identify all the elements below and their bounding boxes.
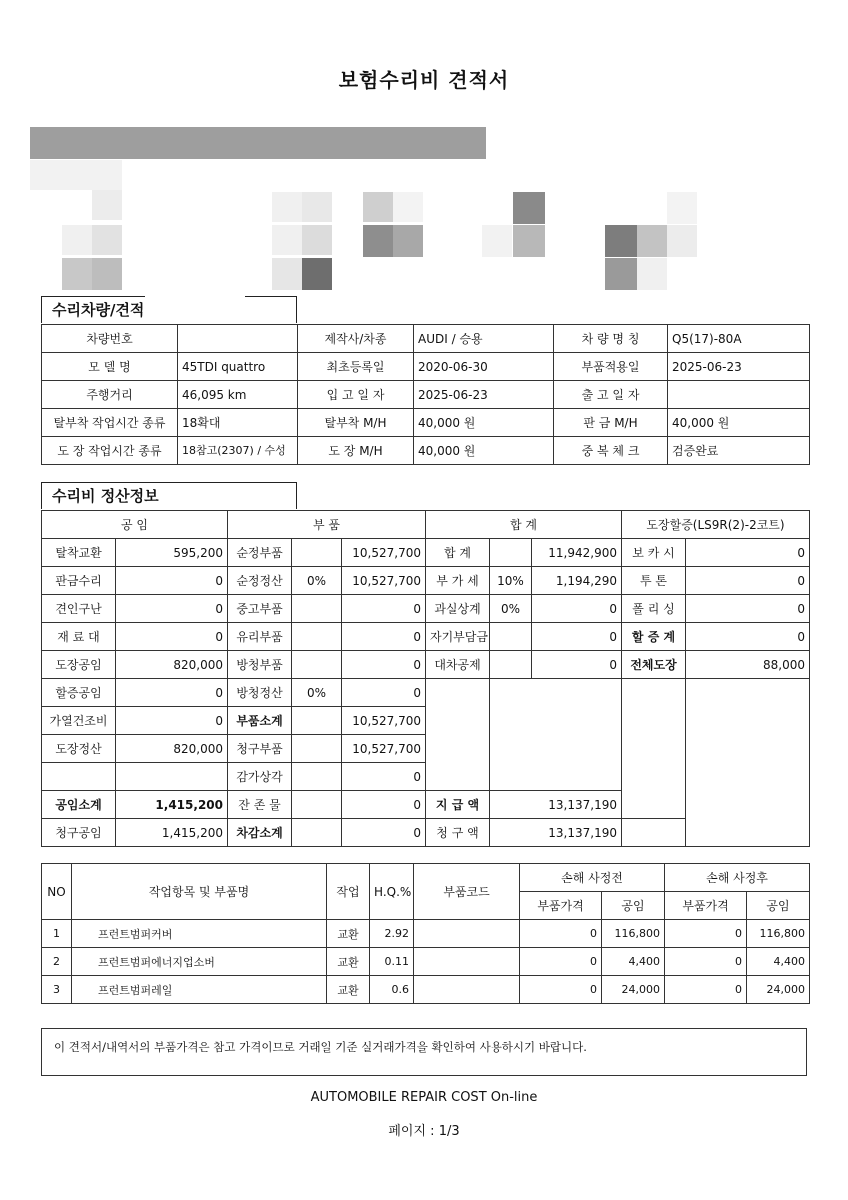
detach-mh-value: 40,000 원 — [414, 409, 554, 437]
parts-value: 0 — [342, 679, 426, 707]
parts-label: 방청정산 — [228, 679, 292, 707]
item-work: 교환 — [327, 976, 370, 1004]
item-ap: 0 — [665, 948, 747, 976]
col-hq: H.Q.% — [370, 864, 414, 920]
surcharge-blank-right — [686, 679, 810, 847]
surcharge-value: 0 — [686, 623, 810, 651]
labor-label: 견인구난 — [42, 595, 116, 623]
document-title: 보험수리비 견적서 — [338, 68, 510, 92]
in-date-label: 입 고 일 자 — [298, 381, 414, 409]
item-no: 2 — [42, 948, 72, 976]
footer-page: 페이지 : 1/3 — [388, 1124, 460, 1139]
paint-mh-label: 도 장 M/H — [298, 437, 414, 465]
total-label: 대차공제 — [426, 651, 490, 679]
parts-label: 방청부품 — [228, 651, 292, 679]
col-code: 부품코드 — [414, 864, 520, 920]
item-ap: 0 — [665, 920, 747, 948]
car-no-value — [178, 325, 298, 353]
item-no: 1 — [42, 920, 72, 948]
labor-value: 1,415,200 — [116, 791, 228, 819]
surcharge-label: 투 톤 — [622, 567, 686, 595]
parts-value: 0 — [342, 791, 426, 819]
col-before-price: 부품가격 — [520, 892, 602, 920]
labor-label: 탈착교환 — [42, 539, 116, 567]
parts-value: 0 — [342, 819, 426, 847]
claim-value: 13,137,190 — [490, 819, 622, 847]
item-code — [414, 948, 520, 976]
total-value: 0 — [532, 623, 622, 651]
total-value: 11,942,900 — [532, 539, 622, 567]
labor-label: 청구공임 — [42, 819, 116, 847]
surcharge-value: 0 — [686, 539, 810, 567]
labor-value: 0 — [116, 707, 228, 735]
parts-pct — [292, 791, 342, 819]
settle-section-label: 수리비 정산정보 — [41, 482, 297, 509]
item-work: 교환 — [327, 948, 370, 976]
parts-pct — [292, 763, 342, 791]
labor-label: 할증공임 — [42, 679, 116, 707]
total-value: 1,194,290 — [532, 567, 622, 595]
total-pct: 10% — [490, 567, 532, 595]
labor-value: 1,415,200 — [116, 819, 228, 847]
total-value: 0 — [532, 651, 622, 679]
col-before-labor: 공임 — [602, 892, 665, 920]
surcharge-blank-left — [622, 679, 686, 819]
surcharge-tail — [622, 819, 686, 847]
parts-value: 10,527,700 — [342, 567, 426, 595]
labor-label: 가열건조비 — [42, 707, 116, 735]
detach-type-label: 탈부착 작업시간 종류 — [42, 409, 178, 437]
labor-value: 0 — [116, 567, 228, 595]
sheet-mh-value: 40,000 원 — [668, 409, 810, 437]
item-bl: 116,800 — [602, 920, 665, 948]
table-row — [42, 948, 810, 976]
item-code — [414, 920, 520, 948]
parts-pct: 0% — [292, 679, 342, 707]
parts-value: 0 — [342, 763, 426, 791]
surcharge-value: 0 — [686, 567, 810, 595]
header-labor: 공 임 — [42, 511, 228, 539]
parts-value: 10,527,700 — [342, 539, 426, 567]
out-date-value — [668, 381, 810, 409]
paint-mh-value: 40,000 원 — [414, 437, 554, 465]
parts-apply-value: 2025-06-23 — [668, 353, 810, 381]
parts-value: 0 — [342, 623, 426, 651]
labor-value: 0 — [116, 623, 228, 651]
item-name: 프런트범퍼레일 — [72, 976, 327, 1004]
labor-value: 820,000 — [116, 651, 228, 679]
col-name: 작업항목 및 부품명 — [72, 864, 327, 920]
parts-pct — [292, 539, 342, 567]
surcharge-value: 88,000 — [686, 651, 810, 679]
item-bp: 0 — [520, 920, 602, 948]
col-after-labor: 공임 — [747, 892, 810, 920]
labor-value: 0 — [116, 679, 228, 707]
table-row — [42, 920, 810, 948]
col-work: 작업 — [327, 864, 370, 920]
parts-label: 부품소계 — [228, 707, 292, 735]
vehicle-info-table — [41, 324, 810, 465]
total-pct — [490, 623, 532, 651]
item-hq: 2.92 — [370, 920, 414, 948]
parts-label: 순정정산 — [228, 567, 292, 595]
item-hq: 0.6 — [370, 976, 414, 1004]
parts-label: 중고부품 — [228, 595, 292, 623]
parts-label: 감가상각 — [228, 763, 292, 791]
item-bl: 4,400 — [602, 948, 665, 976]
item-no: 3 — [42, 976, 72, 1004]
item-bp: 0 — [520, 948, 602, 976]
notice-box: 이 견적서/내역서의 부품가격은 참고 가격이므로 거래일 기준 실거래가격을 확인하여 사용하시기 바랍니다. — [41, 1028, 807, 1076]
labor-value: 820,000 — [116, 735, 228, 763]
item-bl: 24,000 — [602, 976, 665, 1004]
sheet-mh-label: 판 금 M/H — [554, 409, 668, 437]
pay-label: 지 급 액 — [426, 791, 490, 819]
total-pct: 0% — [490, 595, 532, 623]
header-parts: 부 품 — [228, 511, 426, 539]
total-pct — [490, 539, 532, 567]
parts-pct — [292, 595, 342, 623]
parts-pct — [292, 651, 342, 679]
total-value: 0 — [532, 595, 622, 623]
parts-label: 유리부품 — [228, 623, 292, 651]
col-after: 손해 사정후 — [665, 864, 810, 892]
first-reg-label: 최초등록일 — [298, 353, 414, 381]
item-al: 116,800 — [747, 920, 810, 948]
surcharge-label: 폴 리 싱 — [622, 595, 686, 623]
labor-label: 공임소계 — [42, 791, 116, 819]
car-no-label: 차량번호 — [42, 325, 178, 353]
col-before: 손해 사정전 — [520, 864, 665, 892]
col-no: NO — [42, 864, 72, 920]
paint-type-value: 18참고(2307) / 수성 — [178, 437, 298, 465]
mileage-value: 46,095 km — [178, 381, 298, 409]
model-label: 모 델 명 — [42, 353, 178, 381]
footer-brand: AUTOMOBILE REPAIR COST On-line — [310, 1090, 538, 1105]
maker-label: 제작사/차종 — [298, 325, 414, 353]
surcharge-label: 할 증 계 — [622, 623, 686, 651]
header-surcharge: 도장할증(LS9R(2)-2코트) — [622, 511, 810, 539]
dup-check-label: 중 복 체 크 — [554, 437, 668, 465]
parts-value: 10,527,700 — [342, 707, 426, 735]
labor-label: 재 료 대 — [42, 623, 116, 651]
item-al: 4,400 — [747, 948, 810, 976]
labor-label: 도장정산 — [42, 735, 116, 763]
model-value: 45TDI quattro — [178, 353, 298, 381]
redaction-bar — [30, 127, 486, 159]
item-al: 24,000 — [747, 976, 810, 1004]
item-bp: 0 — [520, 976, 602, 1004]
surcharge-value: 0 — [686, 595, 810, 623]
total-blank-right — [490, 679, 622, 791]
header-total: 합 계 — [426, 511, 622, 539]
total-label: 과실상계 — [426, 595, 490, 623]
paint-type-label: 도 장 작업시간 종류 — [42, 437, 178, 465]
model-name-label: 차 량 명 칭 — [554, 325, 668, 353]
settle-table — [41, 510, 810, 847]
parts-value: 0 — [342, 595, 426, 623]
total-label: 자기부담금 — [426, 623, 490, 651]
table-row — [42, 976, 810, 1004]
labor-label: 판금수리 — [42, 567, 116, 595]
detach-mh-label: 탈부착 M/H — [298, 409, 414, 437]
labor-value: 595,200 — [116, 539, 228, 567]
item-name: 프런트범퍼에너지업소버 — [72, 948, 327, 976]
dup-check-value: 검증완료 — [668, 437, 810, 465]
labor-label: 도장공임 — [42, 651, 116, 679]
parts-pct — [292, 707, 342, 735]
labor-value — [116, 763, 228, 791]
in-date-value: 2025-06-23 — [414, 381, 554, 409]
items-table — [41, 863, 810, 1004]
parts-value: 0 — [342, 651, 426, 679]
vehicle-section-label: 수리차량/견적 — [41, 296, 297, 323]
model-name-value: Q5(17)-80A — [668, 325, 810, 353]
total-pct — [490, 651, 532, 679]
parts-pct — [292, 819, 342, 847]
parts-pct — [292, 735, 342, 763]
parts-value: 10,527,700 — [342, 735, 426, 763]
parts-pct — [292, 623, 342, 651]
parts-label: 순정부품 — [228, 539, 292, 567]
out-date-label: 출 고 일 자 — [554, 381, 668, 409]
parts-apply-label: 부품적용일 — [554, 353, 668, 381]
parts-label: 잔 존 물 — [228, 791, 292, 819]
item-code — [414, 976, 520, 1004]
detach-type-value: 18확대 — [178, 409, 298, 437]
first-reg-value: 2020-06-30 — [414, 353, 554, 381]
vehicle-section-redaction — [145, 296, 245, 326]
parts-label: 청구부품 — [228, 735, 292, 763]
item-name: 프런트범퍼커버 — [72, 920, 327, 948]
total-label: 합 계 — [426, 539, 490, 567]
surcharge-label: 보 카 시 — [622, 539, 686, 567]
labor-label — [42, 763, 116, 791]
parts-label: 차감소계 — [228, 819, 292, 847]
labor-value: 0 — [116, 595, 228, 623]
item-hq: 0.11 — [370, 948, 414, 976]
surcharge-label: 전체도장 — [622, 651, 686, 679]
parts-pct: 0% — [292, 567, 342, 595]
claim-label: 청 구 액 — [426, 819, 490, 847]
maker-value: AUDI / 승용 — [414, 325, 554, 353]
item-ap: 0 — [665, 976, 747, 1004]
total-blank-left — [426, 679, 490, 791]
col-after-price: 부품가격 — [665, 892, 747, 920]
total-label: 부 가 세 — [426, 567, 490, 595]
mileage-label: 주행거리 — [42, 381, 178, 409]
pay-value: 13,137,190 — [490, 791, 622, 819]
item-work: 교환 — [327, 920, 370, 948]
